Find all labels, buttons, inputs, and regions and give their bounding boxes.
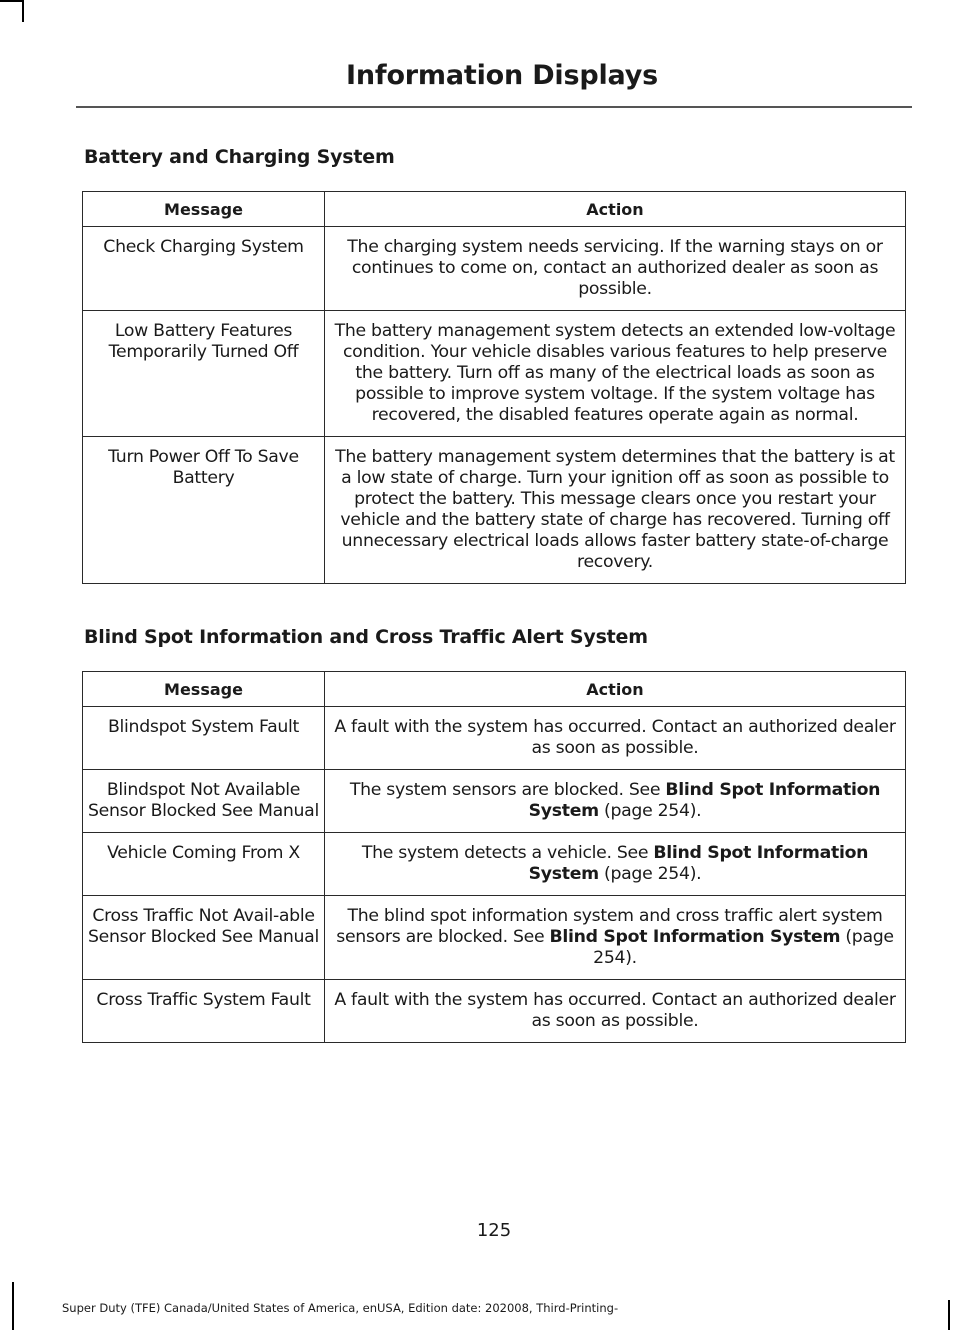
- action-cell: [325, 770, 906, 833]
- page-reference: (page 254).: [598, 864, 702, 884]
- table-row: [83, 980, 906, 1043]
- message-cell: Turn Power Off To Save Battery: [83, 437, 325, 584]
- message-cell: Vehicle Coming From X: [83, 833, 325, 896]
- action-cell: The battery management system determines that the battery is at a low state of charge. Turn your ignition off as soon as possible to protect the battery. This message clears once you restart your vehicle and the battery state of charge has recovered. Turning off unnecessary electrical loads allows faster battery state-of-charge recovery.: [325, 437, 906, 584]
- crop-mark: [22, 0, 24, 22]
- cross-reference-link[interactable]: Blind Spot Information System: [528, 780, 881, 821]
- action-cell: A fault with the system has occurred. Contact an authorized dealer as soon as possible.: [325, 707, 906, 770]
- action-cell: The battery management system detects an extended low-voltage condition. Your vehicle disables various features to help preserve the battery. Turn off as many of the electrical loads as soon as possible to improve system voltage. If the system voltage has recovered, the disabled features operate again as normal.: [325, 311, 906, 437]
- column-header-action: Action: [325, 672, 906, 707]
- table-row: [83, 833, 906, 896]
- action-cell: A fault with the system has occurred. Contact an authorized dealer as soon as possible.: [325, 980, 906, 1043]
- table-row: [83, 707, 906, 770]
- blind-spot-messages-table: [82, 671, 906, 1043]
- action-cell: [325, 896, 906, 980]
- section-heading-blind-spot: Blind Spot Information and Cross Traffic Alert System: [84, 626, 648, 648]
- crop-mark: [0, 0, 24, 2]
- crop-mark: [948, 1300, 950, 1330]
- action-text: The system sensors are blocked. See: [349, 780, 666, 800]
- action-cell: [325, 833, 906, 896]
- section-heading-battery: Battery and Charging System: [84, 146, 395, 168]
- table-row: [83, 437, 906, 584]
- message-cell: Check Charging System: [83, 227, 325, 311]
- table-row: [83, 896, 906, 980]
- column-header-message: Message: [83, 192, 325, 227]
- message-cell: Cross Traffic System Fault: [83, 980, 325, 1043]
- table-row: [83, 770, 906, 833]
- page-reference: (page 254).: [598, 801, 702, 821]
- table-header-row: [83, 672, 906, 707]
- column-header-action: Action: [325, 192, 906, 227]
- cross-reference-link[interactable]: Blind Spot Information System: [549, 927, 841, 947]
- page-reference: (page 254).: [593, 927, 894, 968]
- message-cell: Blindspot System Fault: [83, 707, 325, 770]
- crop-mark: [12, 1282, 14, 1330]
- action-cell: The charging system needs servicing. If the warning stays on or continues to come on, contact an authorized dealer as soon as possible.: [325, 227, 906, 311]
- table-row: [83, 227, 906, 311]
- table-header-row: [83, 192, 906, 227]
- action-text: The system detects a vehicle. See: [361, 843, 654, 863]
- battery-messages-table: [82, 191, 906, 584]
- footer-edition-info: Super Duty (TFE) Canada/United States of America, enUSA, Edition date: 202008, Third-Printing-: [62, 1301, 619, 1315]
- page-number: 125: [476, 1220, 512, 1241]
- action-text: The blind spot information system and cross traffic alert system sensors are blocked. See: [336, 906, 883, 947]
- cross-reference-link[interactable]: Blind Spot Information System: [528, 843, 869, 884]
- message-cell: Low Battery Features Temporarily Turned Off: [83, 311, 325, 437]
- table-row: [83, 311, 906, 437]
- message-cell: Cross Traffic Not Avail-able Sensor Blocked See Manual: [83, 896, 325, 980]
- header-divider: [76, 106, 912, 108]
- message-cell: Blindspot Not Available Sensor Blocked See Manual: [83, 770, 325, 833]
- page-title: Information Displays: [346, 60, 658, 91]
- column-header-message: Message: [83, 672, 325, 707]
